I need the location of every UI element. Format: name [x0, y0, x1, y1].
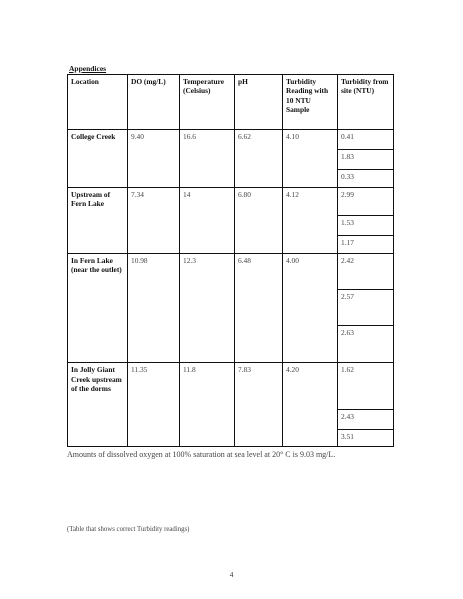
- turbidity-site-cell: 3.51: [338, 429, 394, 446]
- column-header: Turbidity from site (NTU): [338, 75, 394, 130]
- location-cell: Upstream of Fern Lake: [68, 187, 128, 253]
- table-caption: (Table that shows correct Turbidity readings): [67, 526, 190, 533]
- do-cell: 11.35: [128, 363, 180, 447]
- location-cell: College Creek: [68, 130, 128, 187]
- water-quality-table: [67, 74, 394, 447]
- do-cell: 10.98: [128, 253, 180, 363]
- temperature-cell: 11.8: [180, 363, 235, 447]
- column-header: Turbidity Reading with 10 NTU Sample: [283, 75, 338, 130]
- do-cell: 7.34: [128, 187, 180, 253]
- table-row: [68, 363, 394, 409]
- ph-cell: 7.83: [235, 363, 283, 447]
- do-cell: 9.40: [128, 130, 180, 187]
- turbidity-site-cell: 1.62: [338, 363, 394, 409]
- turbidity-10ntu-cell: 4.10: [283, 130, 338, 187]
- ph-cell: 6.62: [235, 130, 283, 187]
- table-row: [68, 130, 394, 150]
- column-header: pH: [235, 75, 283, 130]
- column-header: DO (mg/L): [128, 75, 180, 130]
- turbidity-site-cell: 1.53: [338, 215, 394, 235]
- turbidity-10ntu-cell: 4.00: [283, 253, 338, 363]
- turbidity-10ntu-cell: 4.20: [283, 363, 338, 447]
- turbidity-site-cell: 0.41: [338, 130, 394, 150]
- table-header-row: [68, 75, 394, 130]
- location-cell: In Jolly Giant Creek upstream of the dorms: [68, 363, 128, 447]
- table-row: [68, 253, 394, 289]
- turbidity-site-cell: 1.17: [338, 235, 394, 253]
- appendices-heading: Appendices: [69, 64, 107, 73]
- temperature-cell: 16.6: [180, 130, 235, 187]
- turbidity-site-cell: 2.57: [338, 290, 394, 326]
- location-cell: In Fern Lake (near the outlet): [68, 253, 128, 363]
- ph-cell: 6.48: [235, 253, 283, 363]
- temperature-cell: 14: [180, 187, 235, 253]
- turbidity-10ntu-cell: 4.12: [283, 187, 338, 253]
- turbidity-site-cell: 2.99: [338, 187, 394, 215]
- turbidity-site-cell: 0.33: [338, 170, 394, 187]
- turbidity-site-cell: 1.83: [338, 150, 394, 170]
- temperature-cell: 12.3: [180, 253, 235, 363]
- turbidity-site-cell: 2.43: [338, 409, 394, 429]
- column-header: Location: [68, 75, 128, 130]
- turbidity-site-cell: 2.42: [338, 253, 394, 289]
- table-row: [68, 187, 394, 215]
- dissolved-oxygen-note: Amounts of dissolved oxygen at 100% saturation at sea level at 20° C is 9.03 mg/L.: [67, 450, 336, 459]
- turbidity-site-cell: 2.63: [338, 326, 394, 363]
- page-number: 4: [229, 570, 234, 579]
- ph-cell: 6.80: [235, 187, 283, 253]
- column-header: Temperature (Celsius): [180, 75, 235, 130]
